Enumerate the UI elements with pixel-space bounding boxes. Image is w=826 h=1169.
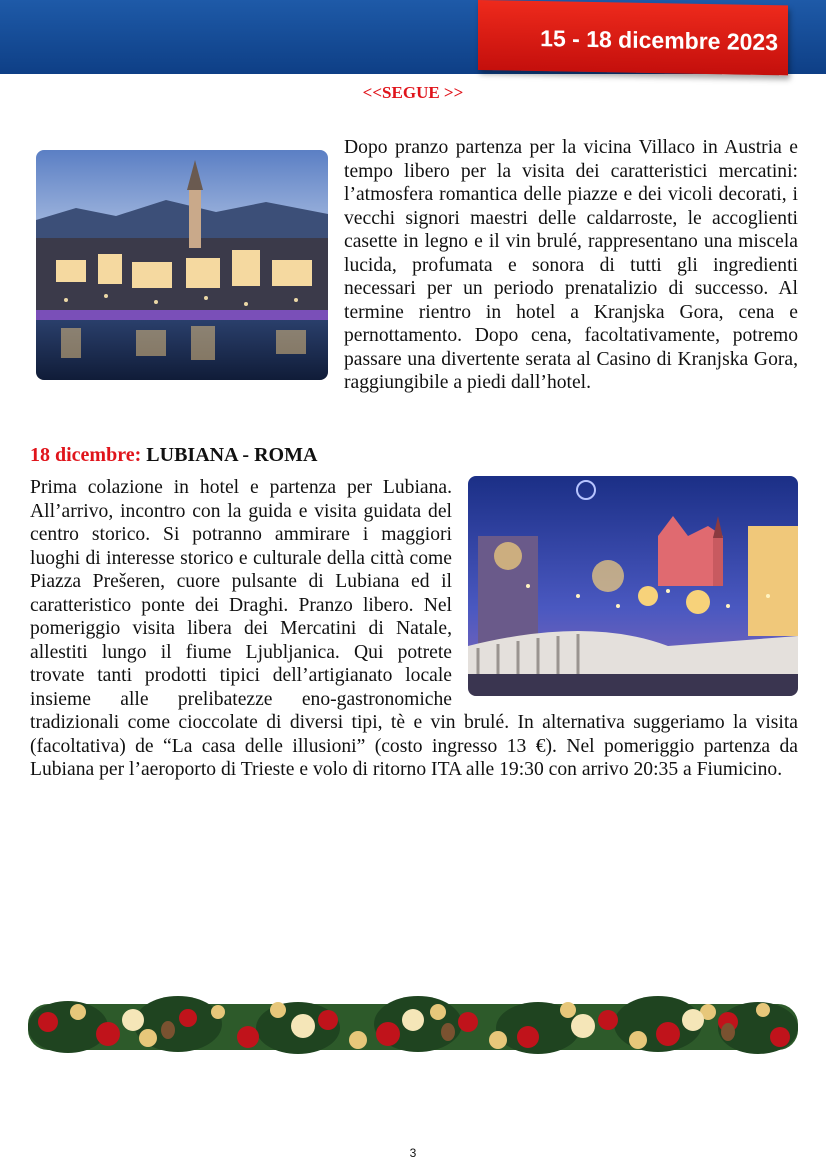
day-heading <box>30 444 317 467</box>
day-date: 18 dicembre: <box>30 444 142 466</box>
section-villaco-text: Dopo pranzo partenza per la vicina Villaco in Austria e tempo libero per la visita dei caratteristici mercatini: l’atmosfera romantica delle piazze e dei vicoli decorati, i vecchi signori maestri delle caldarroste, le accoglienti casette in legno e il vin brulé, rappresentano una miscela lucida, profumata e sonora di tutti gli ingredienti necessari per un periodo prenatalizio di successo. Al termine rientro in hotel a Kranjska Gora, cena e pernottamento. Dopo cena, facoltativamente, potremo passare una divertente serata al Casino di Kranjska Gora, raggiungibile a piedi dall’hotel. <box>344 137 798 393</box>
section-lubiana-text: Prima colazione in hotel e partenza per Lubiana. All’arrivo, incontro con la guida e visita guidata del centro storico. Si potranno ammirare i maggiori luoghi di interesse storico e culturale della città come Piazza Prešeren, cuore pulsante di Lubiana ed il caratteristico ponte dei Draghi. Pranzo libero. Nel pomeriggio visita libera dei Mercatini di Natale, allestiti lungo il fiume Ljubljanica. Qui potrete trovate tanti prodotti tipici dell’artigianato locale insieme alle prelibatezze eno-gastronomiche tradizionali come cioccolate di diversi tipi, tè e vin brulé. In alternativa suggeriamo la visita (facoltativa) de “La casa delle illusioni” (costo ingresso 13 €). Nel pomeriggio partenza da Lubiana per l’aeroporto di Trieste e volo di ritorno ITA alle 19:30 con arrivo 20:35 a Fiumicino. <box>30 477 798 780</box>
villach-night-photo <box>36 150 328 380</box>
segue-label: <<SEGUE >> <box>362 83 464 102</box>
christmas-garland-decoration <box>28 982 798 1072</box>
section-lubiana <box>30 476 798 782</box>
ljubljana-night-photo <box>468 476 798 696</box>
date-range-banner: 15 - 18 dicembre 2023 <box>478 0 788 75</box>
page-number: 3 <box>409 1146 417 1160</box>
day-title: LUBIANA - ROMA <box>146 444 318 466</box>
section-villaco <box>30 136 798 395</box>
